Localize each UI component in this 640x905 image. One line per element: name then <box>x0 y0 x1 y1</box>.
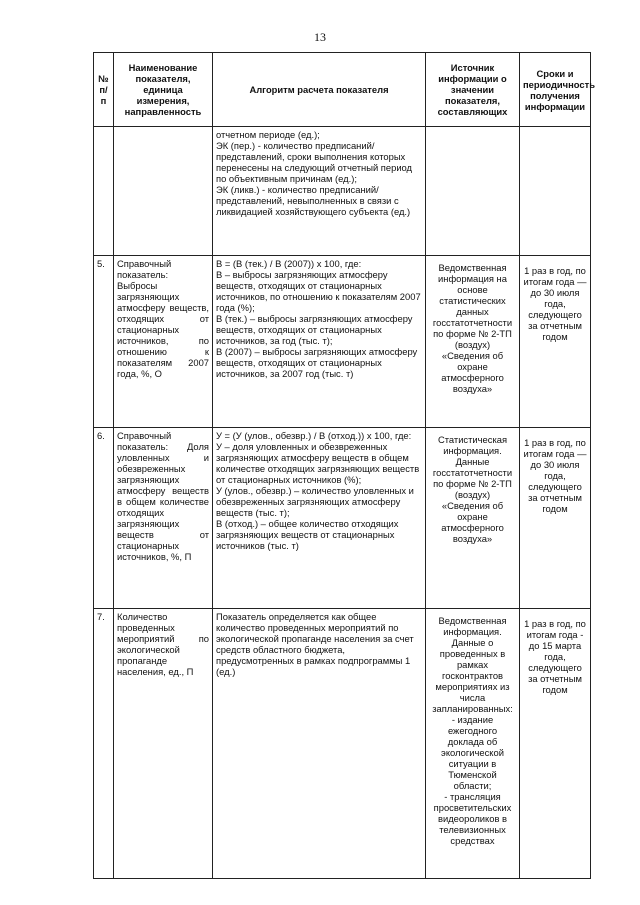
source-line: Ведомственная информация. Данные о проведенных в рамках госконтрактов мероприятиях из числа запланированных: <box>432 615 513 714</box>
reporting-terms: 1 раз в год, по итогам года — до 30 июля года, следующего за отчетным годом <box>520 428 591 609</box>
table-row <box>94 256 591 428</box>
information-source <box>426 609 520 879</box>
algorithm-line: ЭК (пер.) - количество предписаний/представлений, сроки выполнения которых перенесены на следующий отчетный период по объективным причинам (ед.); <box>216 140 413 184</box>
algorithm-line: ЭК (ликв.) - количество предписаний/представлений, невыполненных в связи с ликвидацией хозяйствующего субъекта (ед.) <box>216 184 411 217</box>
indicator-name: Справочный показатель: Выбросы загрязняющих атмосферу веществ, отходящих от стационарных источников, по отношению к показателям 2007 года, %, О <box>114 256 213 428</box>
algorithm-line: В – выбросы загрязняющих атмосферу веществ, отходящих от стационарных источников, по отношению к показателям 2007 года (%); <box>216 269 421 313</box>
information-source <box>426 127 520 256</box>
row-number: 7. <box>94 609 114 879</box>
page-number: 13 <box>314 30 326 44</box>
algorithm-line: В (отход.) – общее количество отходящих загрязняющих веществ от стационарных источников (тыс. т) <box>216 518 399 551</box>
table-body <box>94 127 591 879</box>
algorithm-line: В = (В (тек.) / В (2007)) х 100, где: <box>216 258 362 269</box>
source-line: «Сведения об охране атмосферного воздуха» <box>441 350 504 394</box>
header-source: Источник информации о значении показателя, составляющих <box>426 53 520 127</box>
table-row <box>94 428 591 609</box>
header-terms: Сроки и периодичность получения информации <box>520 53 591 127</box>
table-header-row <box>94 53 591 127</box>
source-line: Ведомственная информация на основе статистических данных госстатотчетности по форме № 2-ТП (воздух) <box>432 262 513 350</box>
algorithm-line: У = (У (улов., обезвр.) / В (отход.)) х 100, где: <box>216 430 412 441</box>
calculation-algorithm <box>213 256 426 428</box>
header-num: № п/п <box>94 53 114 127</box>
algorithm-line: У (улов., обезвр.) – количество уловленных и обезвреженных загрязняющих атмосферу веществ (тыс. т); <box>216 485 414 518</box>
header-algorithm: Алгоритм расчета показателя <box>213 53 426 127</box>
information-source <box>426 428 520 609</box>
algorithm-line: У – доля уловленных и обезвреженных загрязняющих атмосферу веществ в общем количестве отходящих загрязняющих веществ от стационарных источников (%); <box>216 441 420 485</box>
algorithm-line: Показатель определяется как общее количество проведенных мероприятий по экологической пропаганде населения за счет средств областного бюджета, предусмотренных в рамках подпрограммы 1 (ед.) <box>216 611 414 677</box>
table-row <box>94 127 591 256</box>
indicator-name <box>114 127 213 256</box>
calculation-algorithm <box>213 127 426 256</box>
calculation-algorithm <box>213 609 426 879</box>
row-number: 6. <box>94 428 114 609</box>
reporting-terms: 1 раз в год, по итогам года — до 30 июля года, следующего за отчетным годом <box>520 256 591 428</box>
indicator-name: Количество проведенных мероприятий по экологической пропаганде населения, ед., П <box>114 609 213 879</box>
source-line: - трансляция просветительских видеороликов в телевизионных средствах <box>433 791 512 846</box>
row-number: 5. <box>94 256 114 428</box>
algorithm-line: В (тек.) – выбросы загрязняющих атмосферу веществ, отходящих от стационарных источников, за год (тыс. т); <box>216 313 413 346</box>
information-source <box>426 256 520 428</box>
calculation-algorithm <box>213 428 426 609</box>
reporting-terms: 1 раз в год, по итогам года - до 15 марта года, следующего за отчетным годом <box>520 609 591 879</box>
row-number <box>94 127 114 256</box>
header-name: Наименование показателя, единица измерения, направленность <box>114 53 213 127</box>
algorithm-line: отчетном периоде (ед.); <box>216 129 320 140</box>
source-line: Статистическая информация. Данные госстатотчетности по форме № 2-ТП (воздух) <box>432 434 513 500</box>
reporting-terms <box>520 127 591 256</box>
indicators-table <box>93 52 595 879</box>
table-row <box>94 609 591 879</box>
algorithm-line: В (2007) – выбросы загрязняющих атмосферу веществ, отходящих от стационарных источников, за 2007 год (тыс. т) <box>216 346 418 379</box>
indicator-name: Справочный показатель: Доля уловленных и обезвреженных загрязняющих атмосферу веществ в общем количестве отходящих загрязняющих веществ от стационарных источников, %, П <box>114 428 213 609</box>
source-line: - издание ежегодного доклада об экологической ситуации в Тюменской области; <box>441 714 504 791</box>
source-line: «Сведения об охране атмосферного воздуха» <box>441 500 504 544</box>
